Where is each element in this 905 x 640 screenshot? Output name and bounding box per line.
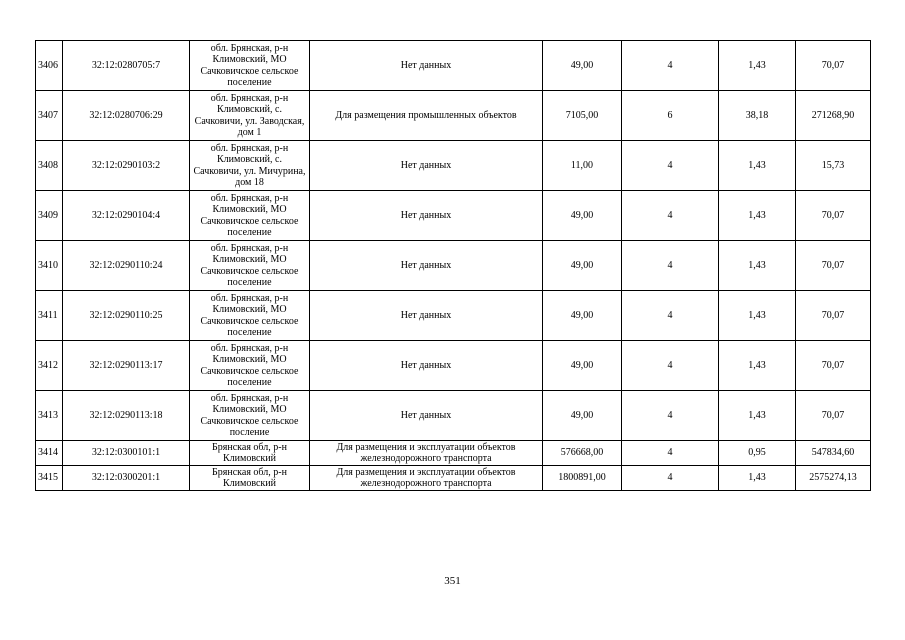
rate-cell: 1,43 xyxy=(719,141,796,191)
rate-cell: 1,43 xyxy=(719,191,796,241)
row-number-cell: 3411 xyxy=(36,291,63,341)
purpose-cell: Нет данных xyxy=(310,191,543,241)
area-cell: 1800891,00 xyxy=(543,466,622,491)
table-row xyxy=(36,341,871,391)
rate-cell: 1,43 xyxy=(719,41,796,91)
value-cell: 271268,90 xyxy=(796,91,871,141)
group-cell: 4 xyxy=(622,141,719,191)
address-cell: обл. Брянская, р-н Климовский, МО Сачковичское сельское поселение xyxy=(190,241,310,291)
rate-cell: 0,95 xyxy=(719,441,796,466)
purpose-cell: Нет данных xyxy=(310,241,543,291)
cadastral-number-cell: 32:12:0300101:1 xyxy=(63,441,190,466)
purpose-cell: Нет данных xyxy=(310,391,543,441)
group-cell: 4 xyxy=(622,391,719,441)
address-cell: Брянская обл, р-н Климовский xyxy=(190,441,310,466)
area-cell: 49,00 xyxy=(543,191,622,241)
address-cell: обл. Брянская, р-н Климовский, с. Сачковичи, ул. Заводская, дом 1 xyxy=(190,91,310,141)
rate-cell: 1,43 xyxy=(719,241,796,291)
value-cell: 70,07 xyxy=(796,41,871,91)
rate-cell: 38,18 xyxy=(719,91,796,141)
value-cell: 547834,60 xyxy=(796,441,871,466)
value-cell: 70,07 xyxy=(796,391,871,441)
purpose-cell: Для размещения и эксплуатации объектов железнодорожного транспорта xyxy=(310,466,543,491)
table-row xyxy=(36,291,871,341)
value-cell: 2575274,13 xyxy=(796,466,871,491)
row-number-cell: 3410 xyxy=(36,241,63,291)
row-number-cell: 3406 xyxy=(36,41,63,91)
area-cell: 49,00 xyxy=(543,341,622,391)
group-cell: 6 xyxy=(622,91,719,141)
group-cell: 4 xyxy=(622,341,719,391)
value-cell: 70,07 xyxy=(796,241,871,291)
row-number-cell: 3412 xyxy=(36,341,63,391)
table-row xyxy=(36,241,871,291)
cadastral-number-cell: 32:12:0290110:24 xyxy=(63,241,190,291)
table-row xyxy=(36,91,871,141)
cadastral-number-cell: 32:12:0280705:7 xyxy=(63,41,190,91)
address-cell: обл. Брянская, р-н Климовский, с. Сачковичи, ул. Мичурина, дом 18 xyxy=(190,141,310,191)
area-cell: 7105,00 xyxy=(543,91,622,141)
group-cell: 4 xyxy=(622,466,719,491)
rate-cell: 1,43 xyxy=(719,341,796,391)
value-cell: 70,07 xyxy=(796,291,871,341)
group-cell: 4 xyxy=(622,241,719,291)
group-cell: 4 xyxy=(622,291,719,341)
area-cell: 11,00 xyxy=(543,141,622,191)
area-cell: 49,00 xyxy=(543,291,622,341)
row-number-cell: 3414 xyxy=(36,441,63,466)
table-row xyxy=(36,41,871,91)
cadastral-number-cell: 32:12:0280706:29 xyxy=(63,91,190,141)
address-cell: обл. Брянская, р-н Климовский, МО Сачковичское сельское послениe xyxy=(190,391,310,441)
table-row xyxy=(36,466,871,491)
page-number: 351 xyxy=(444,575,461,587)
rate-cell: 1,43 xyxy=(719,391,796,441)
cadastral-number-cell: 32:12:0290110:25 xyxy=(63,291,190,341)
cadastral-number-cell: 32:12:0290113:18 xyxy=(63,391,190,441)
value-cell: 15,73 xyxy=(796,141,871,191)
rate-cell: 1,43 xyxy=(719,291,796,341)
address-cell: обл. Брянская, р-н Климовский, МО Сачковичское сельское поселение xyxy=(190,41,310,91)
cadastral-number-cell: 32:12:0290113:17 xyxy=(63,341,190,391)
row-number-cell: 3407 xyxy=(36,91,63,141)
area-cell: 49,00 xyxy=(543,241,622,291)
value-cell: 70,07 xyxy=(796,191,871,241)
row-number-cell: 3413 xyxy=(36,391,63,441)
rate-cell: 1,43 xyxy=(719,466,796,491)
address-cell: обл. Брянская, р-н Климовский, МО Сачковичское сельское поселение xyxy=(190,341,310,391)
purpose-cell: Для размещения промышленных объектов xyxy=(310,91,543,141)
purpose-cell: Нет данных xyxy=(310,341,543,391)
address-cell: обл. Брянская, р-н Климовский, МО Сачковичское сельское поселение xyxy=(190,291,310,341)
purpose-cell: Нет данных xyxy=(310,291,543,341)
row-number-cell: 3409 xyxy=(36,191,63,241)
group-cell: 4 xyxy=(622,441,719,466)
area-cell: 49,00 xyxy=(543,391,622,441)
group-cell: 4 xyxy=(622,191,719,241)
land-registry-table xyxy=(35,40,871,491)
area-cell: 576668,00 xyxy=(543,441,622,466)
row-number-cell: 3408 xyxy=(36,141,63,191)
purpose-cell: Нет данных xyxy=(310,141,543,191)
table-row xyxy=(36,141,871,191)
purpose-cell: Нет данных xyxy=(310,41,543,91)
table-row xyxy=(36,191,871,241)
cadastral-number-cell: 32:12:0290104:4 xyxy=(63,191,190,241)
cadastral-number-cell: 32:12:0290103:2 xyxy=(63,141,190,191)
purpose-cell: Для размещения и эксплуатации объектов железнодорожного транспорта xyxy=(310,441,543,466)
row-number-cell: 3415 xyxy=(36,466,63,491)
address-cell: Брянская обл, р-н Климовский xyxy=(190,466,310,491)
table-row xyxy=(36,391,871,441)
area-cell: 49,00 xyxy=(543,41,622,91)
table-row xyxy=(36,441,871,466)
cadastral-number-cell: 32:12:0300201:1 xyxy=(63,466,190,491)
value-cell: 70,07 xyxy=(796,341,871,391)
address-cell: обл. Брянская, р-н Климовский, МО Сачковичское сельское поселение xyxy=(190,191,310,241)
group-cell: 4 xyxy=(622,41,719,91)
